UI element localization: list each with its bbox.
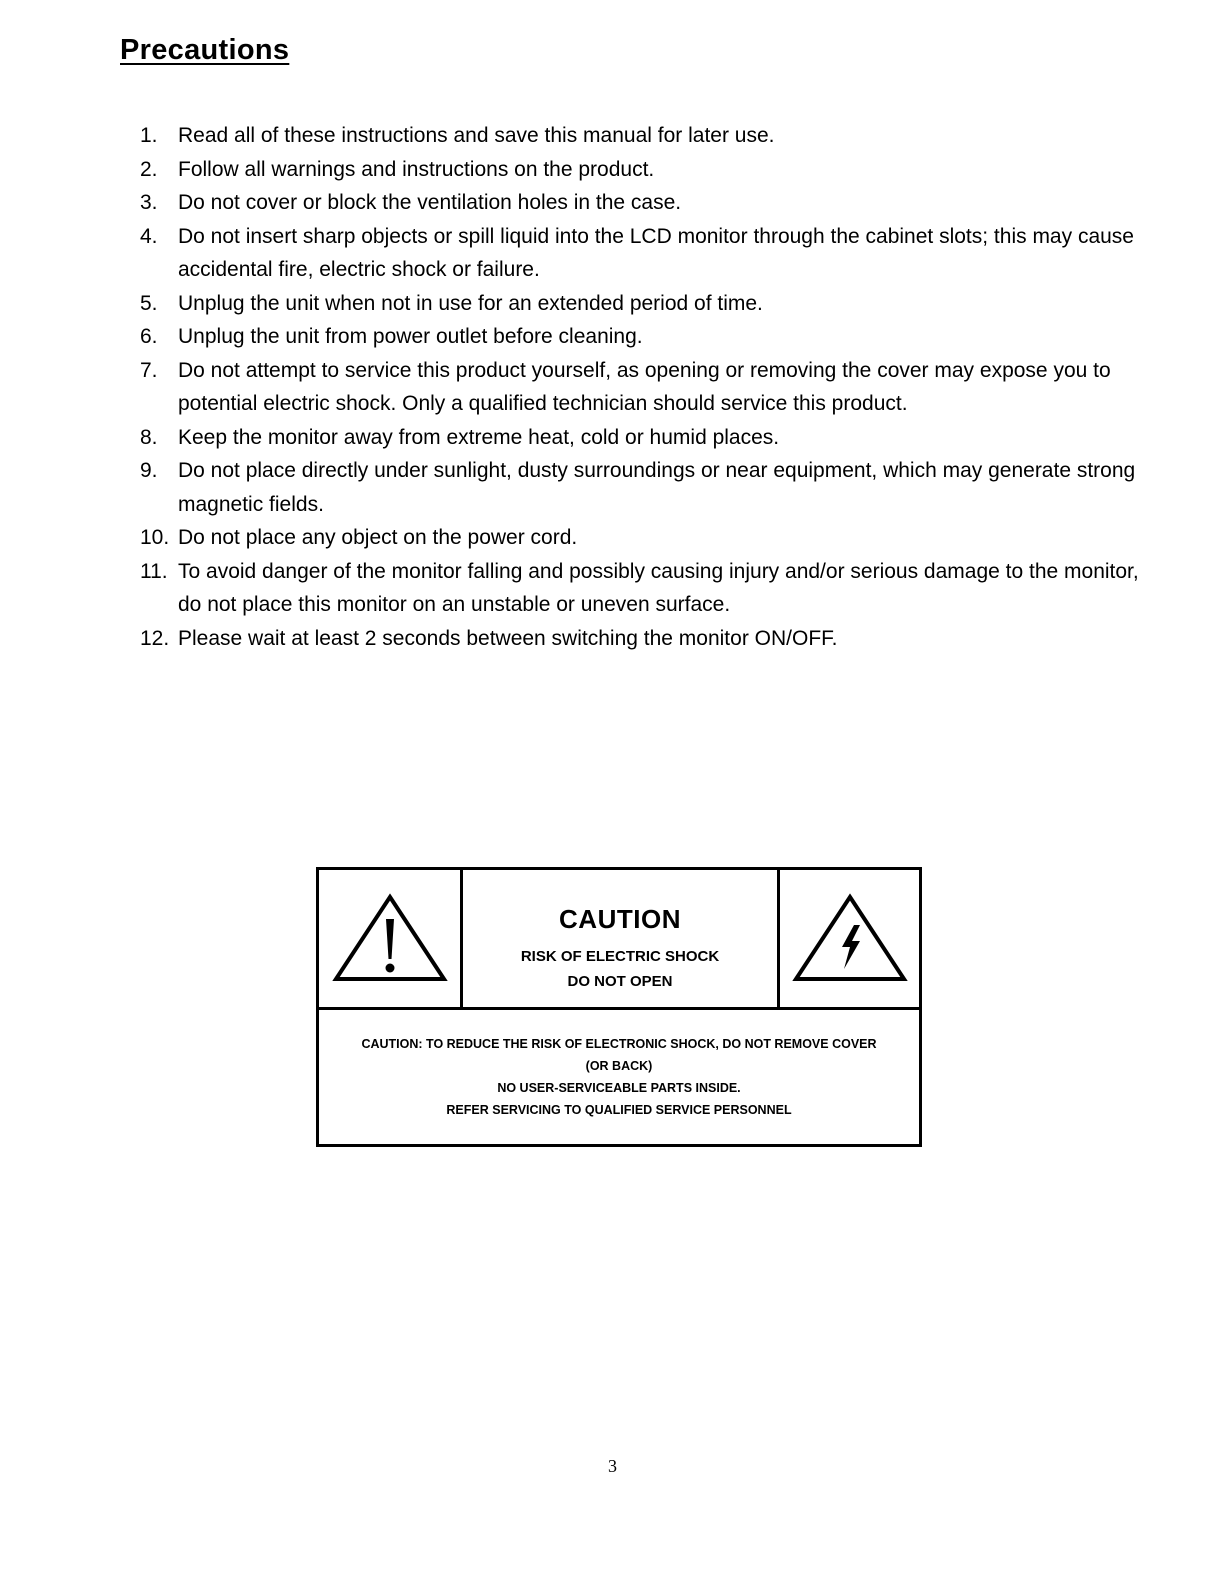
caution-label-header: [319, 870, 919, 1010]
caution-notice-line: NO USER-SERVICEABLE PARTS INSIDE.: [497, 1081, 741, 1095]
page-title: Precautions: [120, 34, 290, 66]
list-item: [140, 220, 1140, 287]
item-text: Keep the monitor away from extreme heat, cold or humid places.: [178, 425, 780, 449]
list-item: [140, 119, 1140, 153]
item-text: To avoid danger of the monitor falling and possibly causing injury and/or serious damage to the monitor, do not place this monitor on an unstable or uneven surface.: [178, 559, 1139, 616]
list-item: [140, 320, 1140, 354]
item-text: Do not insert sharp objects or spill liquid into the LCD monitor through the cabinet slots; this may cause accidental fire, electric shock or failure.: [178, 224, 1134, 281]
caution-notice-line: (OR BACK): [585, 1059, 653, 1073]
caution-notice-line: CAUTION: TO REDUCE THE RISK OF ELECTRONIC SHOCK, DO NOT REMOVE COVER: [361, 1037, 877, 1051]
item-number: 12.: [140, 626, 170, 650]
list-item: [140, 622, 1140, 656]
caution-notice: [319, 1037, 919, 1121]
item-text: Do not place directly under sunlight, dusty surroundings or near equipment, which may generate strong magnetic fields.: [178, 459, 1136, 516]
item-number: 4.: [140, 224, 158, 248]
caution-risk-line: RISK OF ELECTRIC SHOCK: [520, 948, 720, 965]
list-item: [140, 354, 1140, 421]
item-text: Follow all warnings and instructions on the product.: [178, 157, 655, 181]
item-number: 2.: [140, 157, 158, 181]
item-number: 1.: [140, 124, 158, 147]
list-item: [140, 454, 1140, 521]
list-item: [140, 421, 1140, 455]
caution-label: [316, 867, 922, 1147]
item-number: 9.: [140, 459, 158, 482]
item-number: 11.: [140, 559, 168, 583]
list-item: [140, 555, 1140, 622]
lightning-warning-icon: [790, 891, 910, 987]
exclamation-warning-icon: [330, 891, 450, 987]
caution-title: CAUTION: [559, 904, 681, 934]
item-text: Read all of these instructions and save this manual for later use.: [178, 124, 775, 147]
item-text: Do not cover or block the ventilation holes in the case.: [178, 191, 682, 214]
item-number: 5.: [140, 291, 158, 315]
list-item: [140, 153, 1140, 187]
caution-left-cell: [319, 870, 463, 1007]
item-number: 6.: [140, 325, 158, 348]
item-text: Do not attempt to service this product yourself, as opening or removing the cover may expose you to potential electric shock. Only a qualified technician should service this product.: [178, 358, 1111, 415]
item-number: 3.: [140, 191, 158, 214]
item-number: 7.: [140, 358, 158, 382]
caution-do-not-open-line: DO NOT OPEN: [567, 973, 673, 990]
caution-right-cell: [777, 870, 919, 1007]
caution-center-cell: [463, 870, 777, 1007]
list-item: [140, 521, 1140, 555]
item-text: Please wait at least 2 seconds between switching the monitor ON/OFF.: [178, 626, 838, 650]
caution-subtitle: [463, 944, 777, 994]
item-number: 10.: [140, 526, 170, 549]
caution-notice-line: REFER SERVICING TO QUALIFIED SERVICE PERSONNEL: [446, 1103, 792, 1117]
item-number: 8.: [140, 425, 158, 449]
precautions-list: [140, 119, 1140, 655]
item-text: Unplug the unit when not in use for an extended period of time.: [178, 291, 763, 315]
page-number: 3: [608, 1456, 617, 1476]
item-text: Unplug the unit from power outlet before cleaning.: [178, 325, 643, 348]
list-item: [140, 287, 1140, 321]
item-text: Do not place any object on the power cord.: [178, 526, 578, 549]
list-item: [140, 186, 1140, 220]
